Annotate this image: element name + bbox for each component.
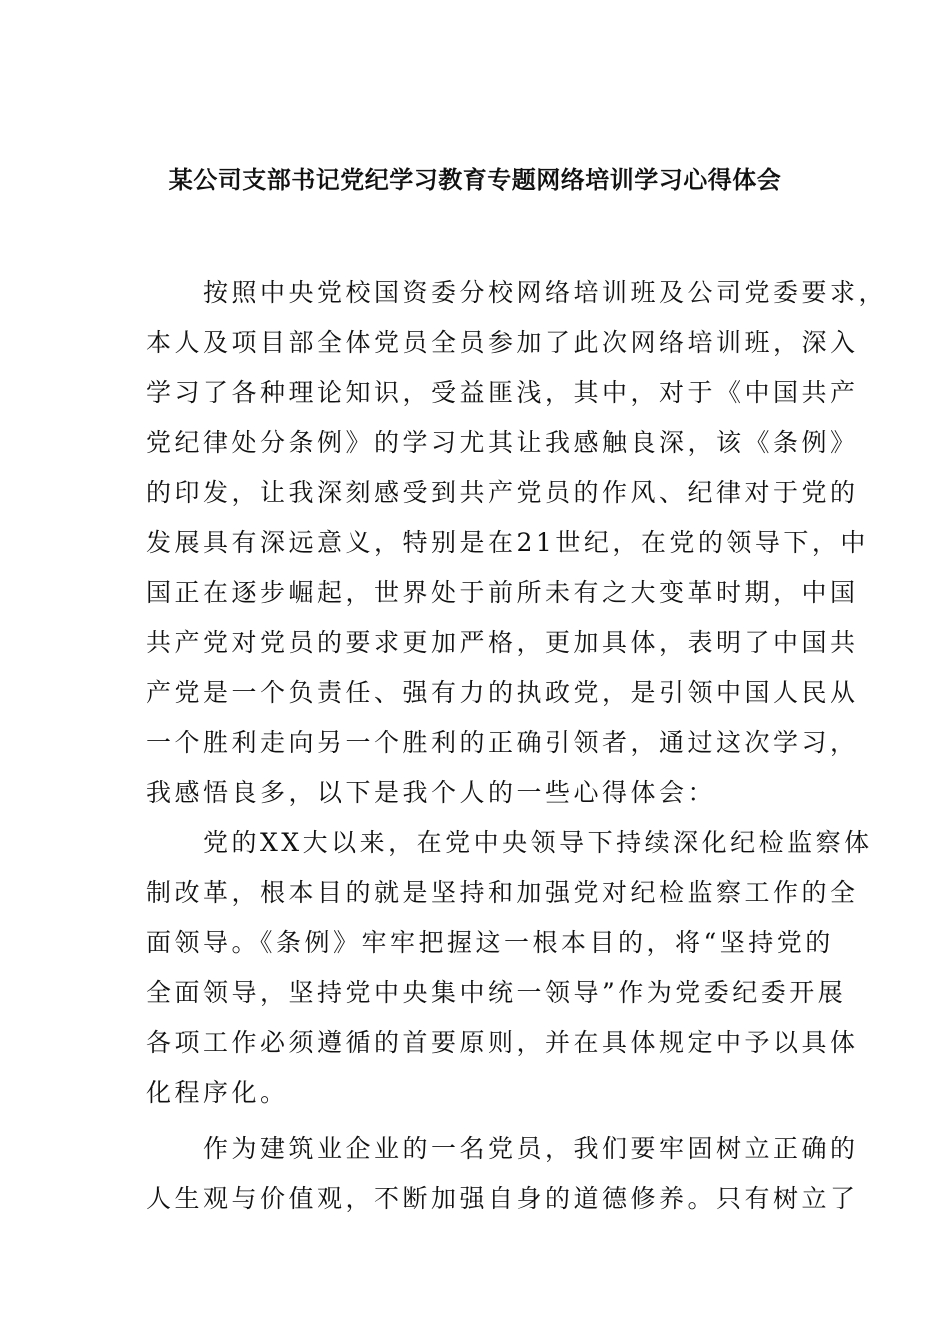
- text-line: 全面领导，坚持党中央集中统一领导”作为党委纪委开展: [146, 978, 847, 1007]
- text-line: 党纪律处分条例》的学习尤其让我感触良深，该《条例》: [146, 428, 859, 457]
- text-line: 按照中央党校国资委分校网络培训班及公司党委要求，: [146, 278, 888, 307]
- text-line: 共产党对党员的要求更加严格，更加具体，表明了中国共: [146, 628, 859, 657]
- text-line: 国正在逐步崛起，世界处于前所未有之大变革时期，中国: [146, 578, 859, 607]
- text-line: 作为建筑业企业的一名党员，我们要牢固树立正确的: [146, 1134, 859, 1163]
- text-line: 制改革，根本目的就是坚持和加强党对纪检监察工作的全: [146, 878, 859, 907]
- paragraph-3: [146, 1124, 859, 1224]
- text-line: 发展具有深远意义，特别是在21世纪，在党的领导下，中: [146, 528, 869, 557]
- text-line: 的印发，让我深刻感受到共产党员的作风、纪律对于党的: [146, 478, 859, 507]
- text-line: 本人及项目部全体党员全员参加了此次网络培训班，深入: [146, 328, 859, 357]
- text-line: 一个胜利走向另一个胜利的正确引领者，通过这次学习，: [146, 728, 859, 757]
- text-line: 面领导。《条例》牢牢把握这一根本目的，将“坚持党的: [146, 928, 834, 957]
- text-line: 党的XX大以来，在党中央领导下持续深化纪检监察体: [146, 828, 873, 857]
- document-body: [146, 268, 888, 1224]
- text-line: 产党是一个负责任、强有力的执政党，是引领中国人民从: [146, 678, 859, 707]
- text-line: 各项工作必须遵循的首要原则，并在具体规定中予以具体: [146, 1028, 859, 1057]
- text-line: 学习了各种理论知识，受益匪浅，其中，对于《中国共产: [146, 378, 859, 407]
- text-line: 我感悟良多，以下是我个人的一些心得体会：: [146, 778, 717, 807]
- paragraph-2: [146, 818, 873, 1118]
- paragraph-1: [146, 268, 888, 818]
- text-line: 人生观与价值观，不断加强自身的道德修养。只有树立了: [146, 1184, 859, 1213]
- document-title: 某公司支部书记党纪学习教育专题网络培训学习心得体会: [168, 165, 782, 194]
- text-line: 化程序化。: [146, 1078, 289, 1107]
